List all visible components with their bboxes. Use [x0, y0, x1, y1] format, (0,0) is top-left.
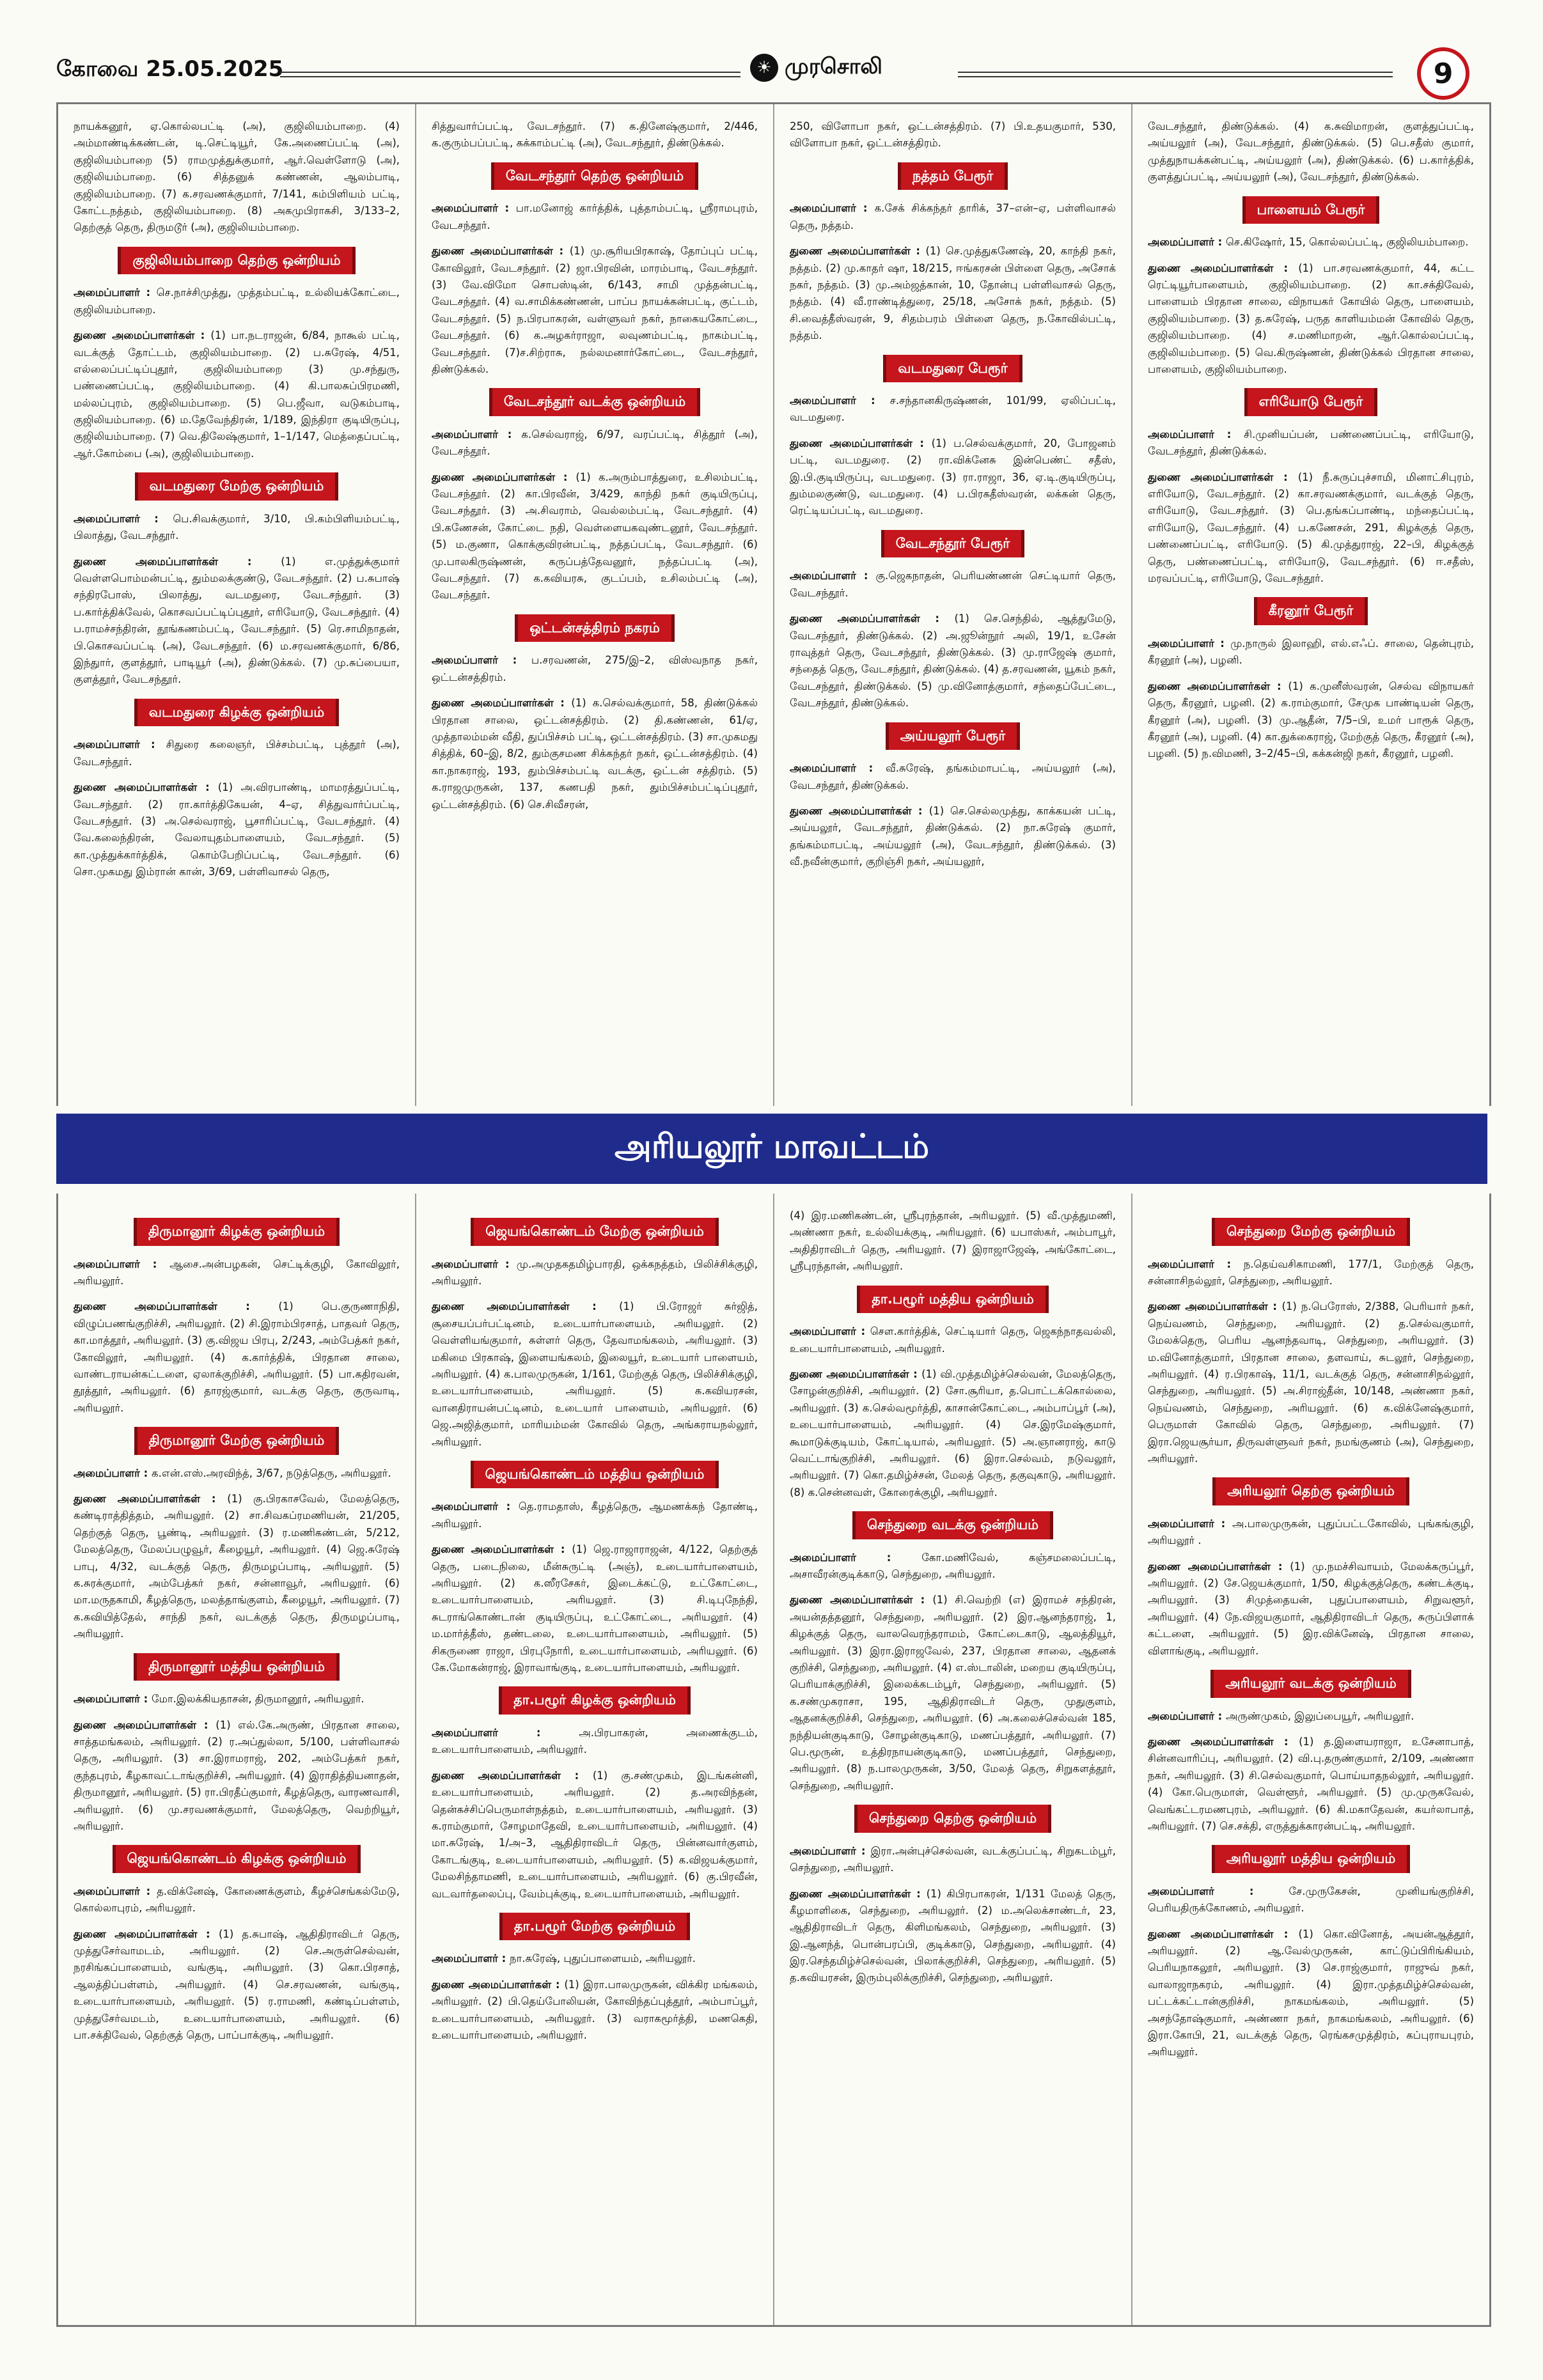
entry-role-label: அமைப்பாளர் : — [1148, 1517, 1233, 1530]
entry-role-label: அமைப்பாளர் : — [74, 738, 166, 751]
appointment-entry — [790, 1592, 1116, 1794]
appointment-entry — [74, 554, 400, 688]
appointment-entry — [432, 1256, 758, 1290]
entry-role-label: துணை அமைப்பாளர்கள் : — [74, 1493, 228, 1505]
entry-text: அ.பிரபாகரன், அணைக்குடம், உடையார்பாளையம், அரியலூர். — [432, 1726, 758, 1756]
appointment-entry — [74, 327, 400, 462]
entry-text: மு.அமுதகதமிழ்பாரதி, ஒக்கநத்தம், பிலிச்சிக்குழி, அரியலூர். — [432, 1257, 758, 1287]
appointment-entry — [1148, 1516, 1474, 1550]
appointment-entry — [432, 1950, 758, 1967]
entry-text: தெ.ராமதாஸ், கீழத்தெரு, ஆமணக்கந் தோண்டி, அரியலூர். — [432, 1500, 758, 1530]
section-heading: வேடசந்தூர் தெற்கு ஒன்றியம் — [491, 162, 698, 191]
entry-text: இரா.அன்புச்செல்வன், வடக்குப்பட்டி, சிறுகடம்பூர், செந்துறை, அரியலூர். — [790, 1844, 1116, 1874]
entry-role-label: அமைப்பாளர் : — [1148, 637, 1231, 649]
section-heading: திருமானூர் மேற்கு ஒன்றியம் — [134, 1427, 340, 1455]
entry-text: செள.கார்த்திக், செட்டியார் தெரு, ஜெகந்நாதவல்லி, உடையார்பாளையம், அரியலூர். — [790, 1325, 1116, 1355]
appointment-entry — [74, 1491, 400, 1643]
appointment-entry — [74, 1926, 400, 2044]
top-section — [56, 102, 1491, 1106]
entry-text: ப.சரவணன், 275/இ–2, விஸ்வநாத நகர், ஒட்டன்சத்திரம். — [432, 654, 758, 683]
appointment-entry — [74, 1256, 400, 1290]
header-rule-right — [958, 72, 1393, 77]
appointment-entry — [432, 118, 758, 152]
appointment-entry — [74, 118, 400, 237]
entry-role-label: துணை அமைப்பாளர்கள் : — [432, 1769, 593, 1782]
entry-role-label: துணை அமைப்பாளர்கள் : — [1148, 680, 1288, 692]
entry-role-label: அமைப்பாளர் : — [1148, 236, 1226, 249]
appointment-entry — [1148, 1256, 1474, 1290]
entry-role-label: துணை அமைப்பாளர்கள் : — [790, 245, 926, 258]
appointment-entry — [1148, 1734, 1474, 1835]
entry-role-label: துணை அமைப்பாளர்கள் : — [790, 1594, 933, 1606]
entry-text: செ.நாச்சிமுத்து, முத்தம்பட்டி, உல்லியக்கோட்டை, குஜிலியம்பாறை. — [74, 286, 400, 316]
appointment-entry — [432, 1298, 758, 1451]
appointment-entry — [432, 1541, 758, 1676]
entry-role-label: துணை அமைப்பாளர்கள் : — [790, 804, 929, 817]
appointment-entry — [790, 803, 1116, 871]
appointment-entry — [432, 1725, 758, 1759]
appointment-entry — [1148, 678, 1474, 763]
entry-role-label: அமைப்பாளர் : — [1148, 1257, 1244, 1270]
appointment-entry — [790, 611, 1116, 712]
entry-text: க.என்.எஸ்.அரவிந்த், 3/67, நடுத்தெரு, அரியலூர். — [152, 1466, 391, 1479]
appointment-entry — [790, 568, 1116, 602]
entry-role-label: அமைப்பாளர் : — [1148, 428, 1244, 440]
appointment-entry — [432, 1977, 758, 2044]
entry-text: 250, விளோபா நகர், ஒட்டன்சத்திரம். (7) பி.உதயகுமார், 530, விளோபா நகர், ஒட்டன்சத்திரம். — [790, 120, 1116, 150]
entry-text: (4) இர.மணிகண்டன், ஸ்ரீபுரந்தான், அரியலூர். (5) வீ.முத்துமணி, அண்ணா நகர், உல்லியக்குடி, அரியலூர். (6) யபாஸ்கர், அம்பாபூர், அதிதிராவிடர் தெரு, அரியலூர். (7) இராஜாஜேஷ், அங்கோட்டை, ஸ்ரீபுரந்தான், அரியலூர். — [790, 1209, 1116, 1273]
entry-text: கோ.மணிவேல், கஞ்சமலைப்பட்டி, அசாவீரன்குடிக்காடு, செந்துறை, அரியலூர். — [790, 1551, 1116, 1581]
entry-role-label: துணை அமைப்பாளர்கள் : — [432, 1300, 620, 1313]
entry-text: (1) எ.முத்துக்குமார் வெள்ளபொம்மன்பட்டி, தும்மலக்குண்டு, வேடசந்தூர். (2) ப.சுபாஷ் சந்திரபோஸ், பிலாத்து, வடமதுரை, வேடசந்தூர். (3) ப.கார்த்திக்வேல், கொசவப்பட்டிப்புதூர், எரியோடு, வேடசந்தூர். (4) ப.ராமச்சந்திரன், தூங்கணம்பட்டி, வேடசந்தூர். (5) ரெ.சாமிநாதன், பி.கொசவப்பட்டி (அ), வேடசந்தூர். (6) ம.சரவணக்குமார், 6/86, இந்துார், குளத்தூர், பாடியூர் (அ), திண்டுக்கல். (7) மு.சுப்பையா, குளத்தூர், வேடசந்தூர். — [74, 555, 400, 686]
entry-role-label: அமைப்பாளர் : — [1148, 1709, 1226, 1722]
appointment-entry — [74, 736, 400, 770]
appointment-entry — [790, 393, 1116, 426]
appointment-entry — [790, 760, 1116, 794]
entry-text: சித்துவார்ப்பட்டி, வேடசந்தூர். (7) க.தினேஷ்குமார், 2/446, க.குரும்பப்பட்டி, கக்காம்பட்டி (அ), வேடசந்தூர், திண்டுக்கல். — [432, 120, 758, 150]
entry-role-label: அமைப்பாளர் : — [432, 202, 516, 215]
appointment-entry — [74, 284, 400, 318]
entry-text: (1) பா.நடராஜன், 6/84, நாகூல் பட்டி, வடக்குத் தோட்டம், குஜிலியம்பாறை. (2) ப.சுரேஷ், 4/51, எல்லைப்பட்டிப்புதூர், குஜிலியம்பாறை (3) மு.சந்துரு, பண்ணைப்பட்டி, குஜிலியம்பாறை. (4) கி.பாலசுப்பிரமணி, மல்லப்புரம், குஜிலியம்பாறை. (5) பெ.ஜீவா, வடுகம்பாடி, குஜிலியம்பாறை. (6) ம.தேவேந்திரன், 1/189, இந்திரா குடியிருப்பு, குஜிலியம்பாறை. (7) வெ.திலேஷ்குமார், 1–1/147, மெத்தைப்பட்டி, ஆர்.கோம்பை (அ), குஜிலியம்பாறை. — [74, 329, 400, 460]
entry-role-label: துணை அமைப்பாளர்கள் : — [790, 437, 932, 449]
entry-text: க.சேக் சிக்கந்தர் தாரிக், 37–என்–ஏ, பள்ளிவாசல் தெரு, நத்தம். — [790, 202, 1116, 231]
entry-role-label: அமைப்பாளர் : — [432, 1726, 579, 1739]
entry-role-label: துணை அமைப்பாளர்கள் : — [74, 555, 281, 568]
section-heading: தா.பழூர் கிழக்கு ஒன்றியம் — [499, 1686, 691, 1715]
entry-text: மோ.இலக்கியதாசன், திருமானூர், அரியலூர். — [152, 1693, 364, 1706]
entry-text: (1) க.அரும்பாத்துரை, உசிலம்பட்டி, வேடசந்தூர். (2) கா.பிரவீன், 3/429, காந்தி நகர் குடியிருப்பு, வேடசந்தூர். (3) அ.சிவராம், வெல்லம்பட்டி, வேடசந்தூர். (4) பி.கணேசன், கோட்டை நதி, வெள்ளையகவுண்டனூர், வேடசந்தூர். (5) ம.குணா, கொக்குவிரன்பட்டி, நத்தப்பட்டி, வேடசந்தூர். (6) மு.பாலகிருஷ்ணன், கருப்பத்தேவனூர், நத்தப்பட்டி (அ), வேடசந்தூர். (7) க.கவியரசு, குடப்பம், உசிலம்பட்டி (அ), வேடசந்தூர். — [432, 471, 758, 602]
appointment-entry — [432, 1498, 758, 1532]
entry-role-label: அமைப்பாளர் : — [432, 1257, 517, 1270]
entry-text: சி.முனியப்பன், பண்ணைப்பட்டி, எரியோடு, வேடசந்தூர், திண்டுக்கல். — [1148, 428, 1474, 458]
section-heading: தா.பழூர் மத்திய ஒன்றியம் — [857, 1286, 1049, 1314]
appointment-entry — [74, 1691, 400, 1707]
entry-role-label: அமைப்பாளர் : — [790, 202, 875, 215]
entry-role-label: அமைப்பாளர் : — [790, 394, 890, 407]
column — [415, 104, 773, 1106]
section-heading: குஜிலியம்பாறை தெற்கு ஒன்றியம் — [118, 247, 355, 275]
entry-role-label: அமைப்பாளர் : — [432, 654, 531, 667]
entry-role-label: துணை அமைப்பாளர்கள் : — [432, 471, 576, 483]
entry-text: (1) பெ.குருணாநிதி, விழுப்பணங்குறிச்சி, அரியலூர். (2) சி.இராம்பிரசாத், பாதவர் தெரு, கா.மாத்தூர், அரியலூர். (3) கு.விஜய பிரபு, 2/243, அம்பேத்கர் நகர், கோவிலூர், அரியலூர். (4) க.கார்த்திக், பிரதான சாலை, வாண்டராயன்கட்டளை, ஏலாக்குறிச்சி, அரியலூர். (5) பா.கதிரவன், தூத்தூர், அரியலூர். (6) தாரஜ்குமார், வடக்கு தெரு, குருவாடி, அரியலூர். — [74, 1300, 400, 1414]
appointment-entry — [74, 1465, 400, 1482]
entry-role-label: அமைப்பாளர் : — [432, 1500, 519, 1513]
appointment-entry — [790, 200, 1116, 234]
entry-text: (1) செ.செந்தில், ஆத்துமேடு, வேடசந்தூர், திண்டுக்கல். (2) அ.ஜூன்நூர் அலி, 19/1, உசேன் ராவுத்தர் தெரு, வேடசந்தூர், திண்டுக்கல். (3) மு.ராஜேஷ் குமார், சந்தைத் தெரு, வேடசந்தூர், திண்டுக்கல். (4) த.சரவணன், யூகம் நகர், வேடசந்தூர், திண்டுக்கல். (5) மு.வினோத்குமார், சந்தைப்பேட்டை, வேடசந்தூர், திண்டுக்கல். — [790, 612, 1116, 710]
entry-role-label: துணை அமைப்பாளர்கள் : — [432, 1978, 565, 1991]
entry-role-label: துணை அமைப்பாளர்கள் : — [74, 1718, 216, 1731]
entry-role-label: அமைப்பாளர் : — [74, 1466, 152, 1479]
header-rule-left — [280, 72, 740, 77]
section-heading: வேடசந்தூர் வடக்கு ஒன்றியம் — [489, 388, 700, 416]
city-date: கோவை 25.05.2025 — [56, 56, 284, 82]
entry-role-label: துணை அமைப்பாளர்கள் : — [1148, 1300, 1282, 1313]
appointment-entry — [790, 435, 1116, 520]
entry-text: (1) செ.முத்துகணேஷ், 20, காந்தி நகர், நத்தம். (2) மு.காதர் ஷா, 18/215, ஈங்கரசன் பிள்ளை தெரு, அசோக் நகர், நத்தம். (3) மு.அம்ஜத்கான், 10, தோன்பு பள்ளிவாசல் தெரு, நத்தம். (4) வீ.ராண்டித்துரை, 25/18, அசோக் நகர், நத்தம். (5) சி.வைத்தீஸ்வரன், 9, சிதம்பரம் பிள்ளை தெரு, ந.கோவில்பட்டி, நத்தம். — [790, 245, 1116, 342]
entry-role-label: அமைப்பாளர் : — [790, 570, 876, 582]
entry-text: வேடசந்தூர், திண்டுக்கல். (4) க.சுவிமாறன், குளத்துப்பட்டி, அய்யலூர் (அ), வேடசந்தூர், திண்டுக்கல். (5) பெ.சதீஸ் குமார், முத்துநாயக்கன்பட்டி, அய்யலூர் (அ), திண்டுக்கல். (6) ப.கார்த்திக், குளத்துப்பட்டி, அய்யலூர் (அ), வேடசந்தூர், திண்டுக்கல். — [1148, 120, 1474, 183]
entry-role-label: துணை அமைப்பாளர்கள் : — [432, 697, 572, 710]
newspaper-logo — [750, 54, 882, 82]
section-heading: வடமதுரை பேரூர் — [883, 355, 1022, 383]
entry-text: நாயக்கனூர், ஏ.கொல்லபட்டி (அ), குஜிலியம்பாறை. (4) அம்மாண்டிக்கண்டன், டி.செட்டியூர், கே.அணைப்பட்டி (அ), குஜிலியம்பாறை (5) ராமமுத்துக்குமார், ஆர்.வெள்ளோடு (அ), குஜிலியம்பாறை. (6) சித்தனுக் கண்ணன், ஆலம்பாடி, குஜிலியம்பாறை. (7) க.சரவணக்குமார், 7/141, கம்பிளியம் பட்டி, கோட்டநத்தம், குஜிலியம்பாறை. (8) அகமுபிராகசி, 3/133–2, தெற்குத் தெரு, திருமடூர் (அ), குஜிலியம்பாறை. — [74, 120, 400, 234]
newspaper-name: முரசொலி — [785, 54, 882, 79]
entry-role-label: அமைப்பாளர் : — [432, 1952, 510, 1965]
appointment-entry — [432, 200, 758, 234]
entry-text: (1) நீ.சுருப்புச்சாமி, மினாட்சிபுரம், எரியோடு, வேடசந்தூர். (2) கா.சரவணக்குமார், வடக்குத் தெரு, எரியோடு, வேடசந்தூர். (3) பெ.தங்கப்பாண்டி, மந்தைப்பட்டி, எரியோடு, வேடசந்தூர். (4) ப.கணேசன், 291, கிழக்குத் தெரு, பண்ணைப்பட்டி, எரியோடு. (5) கி.முத்துராஜ், 22–பி, கிழக்குத் தெரு, பண்ணைப்பட்டி, எரியோடு, வேடசந்தூர். (6) ஈ.சதீஸ், மரவப்பட்டி, எரியோடு, வேடசந்தூர். — [1148, 471, 1475, 584]
appointment-entry — [74, 779, 400, 880]
column — [58, 1194, 415, 2325]
entry-role-label: துணை அமைப்பாளர்கள் : — [790, 612, 955, 625]
entry-text: (1) த.சுபாஷ், ஆதிதிராவிடர் தெரு, முத்துசேர்வாமடம், அரியலூர். (2) செ.அருள்செல்வன், நரசிங்கப்பாளையம், வங்குடி, அரியலூர். (3) கொ.பிரசாத், ஆலத்திப்பள்ளம், அரியலூர். (4) செ.சரவணன், வங்குடி, உடையார்பாளையம், அரியலூர். (5) ர.ராமணி, கண்டிப்பள்ளம், முத்துசேர்வமடம், உடையார்பாளையம், அரியலூர். (6) பா.சக்திவேல், தெற்குத் தெரு, பாப்பாக்குடி, அரியலூர். — [74, 1927, 400, 2042]
rising-sun-emblem-icon: ☀ — [750, 54, 778, 82]
section-heading: ஜெயங்கொண்டம் மத்திய ஒன்றியம் — [471, 1461, 719, 1489]
entry-text: (1) பா.சரவணக்குமார், 44, கட்ட ரெட்டியூர்பாளையம், குஜிலியம்பாறை. (2) கா.சக்திவேல், பாளையம் பிரதான சாலை, விநாயகர் கோயில் தெரு, பாளையம், குஜிலியம்பாறை. (3) த.சுரேஷ், பருத காளியம்மன் கோவில் தெரு, குஜிலியம்பாறை. (4) ச.மணிமாறன், ஆர்.கொல்லப்பட்டி, குஜிலியம்பாறை. (5) வெ.கிருஷ்ணன், திண்டுக்கல் பிரதான சாலை, பாளையம், குஜிலியம்பாறை. — [1148, 261, 1474, 375]
appointment-entry — [74, 511, 400, 545]
entry-text: (1) பி.ரோஜர் சுர்ஜித், சூசையப்பர்பட்டினம், உடையார்பாளையம், அரியலூர். (2) வெள்ளியங்குமார், சுள்ளர் தெரு, தேவாமங்கலம், அரியலூர். (3) மகிமை பிரகாஷ், இளையங்கலம், இலையூர், உடையார் பாளையம், அரியலூர். (4) க.பாலமுருகன், 1/161, மேற்குத் தெரு, பிலிச்சிக்குழி, உடையார்பாளையம், அரியலூர். (5) க.கவியரசன், வானதிராயன்பட்டினம், உடையார் பாளையம், அரியலூர். (6) ஜெ.அஜித்குமார், மாரியம்மன் கோவில் தெரு, அங்கராயநல்லூர், அரியலூர். — [432, 1300, 758, 1448]
appointment-entry — [1148, 118, 1474, 186]
entry-text: (1) சி.வெற்றி (எ) இராமச் சந்திரன், அயன்தத்தனூர், செந்துறை, அரியலூர். (2) இர.ஆனந்தராஜ், 1, கிழக்குத் தெரு, வாலவெரந்தராமம், கோட்டைகாடு, ஆலத்தியூர், அரியலூர். (3) இரா.இராஜவேல், 237, பிரதான சாலை, ஆதனக் குறிச்சி, செந்துறை, அரியலூர். (4) எ.ஸ்டாலின், மறைய குடியிருப்பு, பெரியாக்குறிச்சி, இலைக்கடம்பூர், செந்துறை, அரியலூர். (5) க.சண்முகராசா, 195, ஆதிதிராவிடர் தெரு, முதுகுளம், ஆதனக்குறிச்சி, செந்துறை, அரியலூர். (6) அ.கலைச்செல்வன் 185, நந்தியன்குடிகாடு, சோழன்குடிகாடு, மணப்பத்தூர், அரியலூர். (7) பெ.மூருன், உத்திரநாயன்குடிகாடு, மணப்பத்தூர், செந்துறை, அரியலூர். (8) ந.பாலமுருகன், 3/50, மேலத் தெரு, சிறுகளத்தூர், செந்துறை, அரியலூர். — [790, 1594, 1116, 1792]
section-heading: வடமதுரை மேற்கு ஒன்றியம் — [135, 472, 339, 501]
entry-text: (1) கு.பிரகாசவேல், மேலத்தெரு, கண்டிராத்தித்தம், அரியலூர். (2) சா.சிவகப்ரமணியன், 21/205, தெற்குத் தெரு, பூண்டி, அரியலூர். (3) ர.மணிகண்டன், 5/212, மேலத்தெரு, மேலப்பழுவூர், கீழையூர், அரியலூர். (4) ஜெ.சுரேஷ் பாபு, 4/32, வடக்குத் தெரு, திருமழப்பாடி, அரியலூர். (5) க.சுரக்குமார், அம்பேத்கர் நகர், சன்னாவூர், அரியலூர். (6) மா.மருதகாமி, கீழத்தெரு, மலத்தாங்குளம், கீழையூர், அரியலூர். (7) க.கவியித்தேல், சாந்தி நகர், வடக்குத் தெரு, திருமழப்பாடி, அரியலூர். — [74, 1493, 400, 1640]
entry-role-label: துணை அமைப்பாளர்கள் : — [432, 1543, 572, 1556]
entry-text: (1) க.செல்வக்குமார், 58, திண்டுக்கல் பிரதான சாலை, ஒட்டன்சத்திரம். (2) தி.கண்ணன், 61/ஏ, முத்தாலம்மன் வீதி, துப்பிச்சம் பட்டி, ஒட்டன்சத்திரம். (3) சா.முகமது சித்திக், 60–இ, 8/2, தும்குசமண சிக்கந்தர் நகர், ஒட்டன்சத்திரம். (4) கா.நாகராஜ், 193, தும்பிச்சம்பட்டி வடக்கு, ஒட்டன் சத்திரம். (5) க.ராஜமுருகன், 137, கணபதி நகர், தும்பிச்சம்பட்டிப்புதூர், ஒட்டன்சத்திரம். (6) செ.சிவீசரன், — [432, 697, 758, 811]
entry-role-label: அமைப்பாளர் : — [432, 428, 522, 440]
column — [773, 1194, 1131, 2325]
entry-text: அ.பாலமுருகன், புதுப்பட்டகோவில், புங்கங்குழி, அரியலூர் . — [1148, 1517, 1474, 1547]
appointment-entry — [1148, 260, 1474, 378]
entry-text: செ.கிஷோர், 15, கொல்லப்பட்டி, குஜிலியம்பாறை. — [1226, 236, 1469, 249]
entry-text: ந.தெய்வசிகாமணி, 177/1, மேற்குத் தெரு, சன்னாசிநல்லூர், செந்துறை, அரியலூர். — [1148, 1257, 1474, 1287]
entry-text: ஆசை.அன்பழகன், செட்டிக்குழி, கோவிலூர், அரியலூர். — [74, 1257, 400, 1287]
entry-text: சிதுரை கலைஞர், பிச்சம்பட்டி, புத்தூர் (அ), வேடசந்தூர். — [74, 738, 400, 768]
section-heading: வடமதுரை கிழக்கு ஒன்றியம் — [134, 699, 339, 727]
appointment-entry — [1148, 1708, 1474, 1725]
section-heading: கீரனூர் பேரூர் — [1254, 597, 1368, 625]
entry-role-label: அமைப்பாளர் : — [790, 1551, 922, 1564]
appointment-entry — [1148, 1298, 1474, 1467]
section-heading: எரியோடு பேரூர் — [1244, 388, 1378, 416]
appointment-entry — [790, 118, 1116, 152]
entry-text: கு.ஜெகநாதன், பெரியண்ணன் செட்டியார் தெரு, வேடசந்தூர். — [790, 570, 1116, 599]
entry-role-label: துணை அமைப்பாளர்கள் : — [74, 1300, 279, 1313]
section-heading: செந்துறை மேற்கு ஒன்றியம் — [1212, 1218, 1410, 1246]
entry-role-label: துணை அமைப்பாளர்கள் : — [1148, 1927, 1299, 1940]
entry-role-label: துணை அமைப்பாளர்கள் : — [790, 1887, 927, 1900]
appointment-entry — [1148, 1559, 1474, 1660]
section-heading: ஒட்டன்சத்திரம் நகரம் — [515, 614, 675, 642]
appointment-entry — [1148, 234, 1474, 251]
section-heading: செந்துறை வடக்கு ஒன்றியம் — [852, 1511, 1053, 1539]
entry-text: ச.சந்தானகிருஷ்ணன், 101/99, ஏலிப்பட்டி, வடமதுரை. — [790, 394, 1116, 424]
entry-text: (1) எல்.கே.அருண், பிரதான சாலை, சாத்தமங்கலம், அரியலூர். (2) ர.அப்துல்லா, 5/100, பள்ளிவாசல் தெரு, அரியலூர். (3) சா.இராமராஜ், 202, அம்பேத்கர் நகர், குந்தபுரம், கீழகாவட்டாங்குறிச்சி, அரியலூர். (4) இராதித்தியனாதன், திருமானூர், அரியலூர். (5) ரா.பிரதீப்குமார், கீழத்தெரு, வாரணவாசி, அரியலூர். (6) மு.சரவணக்குமார், மேலத்தெரு, வெற்றியூர், அரியலூர். — [74, 1718, 400, 1832]
section-heading: அரியலூர் தெற்கு ஒன்றியம் — [1212, 1477, 1409, 1505]
entry-text: (1) ஜெ.ராஜாராஜன், 4/122, தெற்குத் தெரு, படைநிலை, மீன்சுருட்டி (அஞ்), உடையார்பாளையம், அரியலூர். (2) க.ஸீரசேகர், இடைக்கட்டு, உட்கோட்டை, உடையார்பாளையம், அரியலூர். (3) சி.டிபுநேந்தி, சுடராங்கொண்டான் குடியிருப்பு, உட்கோட்டை, அரியலூர். (4) ம.மார்த்தீஸ், தண்டலை, உடையார்பாளையம், அரியலூர். (5) சிகருணை ராஜா, பிரபுநோரி, உடையார்பாளையம், அரியலூர். (6) கே.மோகன்ராஜ், இராவாங்குடி, உடையார்பாளையம், அரியலூர். — [432, 1543, 758, 1674]
column — [415, 1194, 773, 2325]
column — [1131, 104, 1489, 1106]
appointment-entry — [790, 1366, 1116, 1501]
masthead — [56, 50, 1469, 95]
appointment-entry — [790, 1843, 1116, 1877]
entry-role-label: துணை அமைப்பாளர்கள் : — [74, 329, 211, 342]
entry-text: (1) க.முனீஸ்வரன், செல்வ விநாயகர் தெரு, கீரனூர், பழனி. (2) க.ராம்குமார், சேமுக பாண்டியன் தெரு, கீரனூர் (அ), பழனி. (3) மு.ஆதீன், 7/5–பி, உமர் பாரூக் தெரு, கீரனூர் (அ), பழனி. (4) கா.துக்கைராஜ், மேற்குத் தெரு, கீரனூர் (அ), பழனி. (5) ந.விமணி, 3–2/45–பி, கக்கன்ஜி நகர், கீரனூர், பழனி. — [1148, 680, 1475, 760]
entry-role-label: அமைப்பாளர் : — [74, 512, 173, 525]
section-heading: தா.பழூர் மேற்கு ஒன்றியம் — [499, 1913, 690, 1941]
entry-role-label: துணை அமைப்பாளர்கள் : — [74, 781, 218, 794]
appointment-entry — [790, 243, 1116, 344]
entry-role-label: அமைப்பாளர் : — [74, 286, 157, 299]
section-heading: வேடசந்தூர் பேரூர் — [881, 530, 1024, 558]
entry-role-label: துணை அமைப்பாளர்கள் : — [1148, 471, 1298, 483]
appointment-entry — [74, 1717, 400, 1835]
section-heading: ஜெயங்கொண்டம் கிழக்கு ஒன்றியம் — [113, 1845, 361, 1873]
entry-role-label: அமைப்பாளர் : — [1148, 1885, 1289, 1897]
appointment-entry — [432, 652, 758, 686]
section-heading: திருமானூர் மத்திய ஒன்றியம் — [134, 1653, 340, 1681]
entry-text: (1) வி.முத்தமிழ்ச்செல்வன், மேலத்தெரு, சோழன்குறிச்சி, அரியலூர். (2) சோ.சூரியா, த.பொட்டக்கொல்லை, அரியலூர். (3) க.செல்வமூர்த்தி, காசான்கோட்டை, அம்பாப்பூர் (அ), உடையார்பாளையம், அரியலூர். (4) செ.இரமேஷ்குமார், கூமாடுக்குடியம், கோட்டியால், அரியலூர். (5) அ.ஞானராஜ், காடு வெட்டாங்குறிச்சி, அரியலூர். (6) இரா.செல்வம், நடுவலூர், அரியலூர். (7) கொ.தமிழ்ச்சன், மேலத் தெரு, தகுவுகாடு, அரியலூர். (8) க.சென்னவள், கோரைக்குழி, அரியலூர். — [790, 1367, 1116, 1498]
appointment-entry — [790, 1323, 1116, 1357]
appointment-entry — [790, 1550, 1116, 1583]
entry-role-label: துணை அமைப்பாளர்கள் : — [1148, 261, 1299, 274]
entry-text: (1) கொ.வினோத், அயன்ஆத்தூர், அரியலூர். (2) ஆ.வேல்முருகன், காட்டுப்பிரிங்கியம், பெரியநாகலூர், அரியலூர். (3) செ.ராஜ்குமார், ராஜுவ் நகர், வாலாஜாநகரம், அரியலூர். (4) இரா.முத்தமிழ்ச்செல்வன், பட்டக்கட்டான்குறிச்சி, நாகமங்கலம், அரியலூர். (5) அசந்தோஷ்குமார், அண்ணா நகர், நாகமங்கலம், அரியலூர். (6) இரா.கோபி, 21, வடக்குத் தெரு, ரெங்கசமுத்திரம், கப்புராயபுரம், அரியலூர். — [1148, 1927, 1474, 2058]
entry-text: (1) ப.செல்வக்குமார், 20, போஜனம் பட்டி, வடமதுரை. (2) ரா.விக்னேசு இன்பெண்ட் சதீஸ், இ.பி.குடியிருப்பு, வடமதுரை. (3) ரா.ராஜா, 36, ஏ.டி.குடியிருப்பு, தும்மலகுண்டு, வடமதுரை. (4) ப.பிரகதீஸ்வரன், லக்கன் தெரு, ரெட்டியப்பட்டி, வடமதுரை. — [790, 437, 1116, 517]
entry-text: த.விக்னேஷ், கோணைக்குளம், கீழச்செங்கல்மேடு, கொல்லாபுரம், அரியலூர். — [74, 1885, 400, 1915]
bottom-section — [56, 1194, 1491, 2327]
section-heading: நத்தம் பேரூர் — [898, 162, 1008, 191]
entry-text: (1) இரா.பாலமுருகன், விக்கிர மங்கலம், அரியலூர். (2) பி.தெய்போலியன், கோவிந்தப்புத்தூர், அம்பாப்பூர், உடையார்பாளையம், அரியலூர். (3) வராகமூர்த்தி, மணகெதி, உடையார்பாளையம், அரியலூர். — [432, 1978, 758, 2042]
entry-role-label: அமைப்பாளர் : — [74, 1885, 157, 1897]
appointment-entry — [74, 1298, 400, 1417]
section-heading: பாளையம் பேரூர் — [1242, 196, 1380, 224]
entry-text: க.செல்வராஜ், 6/97, வரப்பட்டி, சித்தூர் (அ), வேடசந்தூர். — [432, 428, 758, 458]
entry-role-label: துணை அமைப்பாளர்கள் : — [790, 1367, 922, 1380]
entry-text: பா.மனோஜ் கார்த்திக், புத்தாம்பட்டி, ஸ்ரீராமபுரம், வேடசந்தூர். — [432, 202, 758, 231]
entry-text: (1) ந.பெரோஸ், 2/388, பெரியார் நகர், நெய்வணம், செந்துறை, அரியலூர். (2) த.செல்வகுமார், மேலக்தெரு, பெரிய ஆனந்தவாடி, செந்துறை, அரியலூர். (3) ம.வினோத்குமார், பிரதான சாலை, தளவாய், சுடலூர், செந்துறை, அரியலூர். (4) ர.பிரகாஷ், 11/1, வடக்குத் தெரு, சன்னாசிநல்லூர், செந்துறை, அரியலூர். (5) அ.சிராஜ்தீன், 10/148, அண்ணா நகர், நெய்வணம், செந்துறை, அரியலூர். (6) க.விக்னேஷ்குமார், பெருமாள் கோவில் தெரு, செந்துறை, அரியலூர். (7) இரா.ஜெயசூர்யா, திருவள்ளுவர் நகர், நமங்குணம் (அ), செந்துறை, அரியலூர். — [1148, 1300, 1474, 1465]
section-heading: அரியலூர் மத்திய ஒன்றியம் — [1212, 1845, 1410, 1873]
column — [773, 104, 1131, 1106]
entry-role-label: அமைப்பாளர் : — [790, 1844, 871, 1857]
entry-text: நா.சுரேஷ், புதுப்பாளையம், அரியலூர். — [510, 1952, 696, 1965]
appointment-entry — [1148, 469, 1474, 587]
entry-text: (1) அ.விரபாண்டி, மாமரத்துப்பட்டி, வேடசந்தூர். (2) ரா.கார்த்திகேயன், 4–ஏ, சித்துவார்ப்பட்டி, வேடசந்தூர். (3) அ.செல்வராஜ், பூசாரிப்பட்டி, வேடசந்தூர். (4) வே.கலைந்திரன், வேலாயுதம்பாளையம், வேடசந்தூர். (5) கா.முத்துக்கார்த்திக், கொம்பேறிப்பட்டி, வேடசந்தூர். (6) சொ.முகமது இம்ரான் கான், 3/69, பள்ளிவாசல் தெரு, — [74, 781, 400, 878]
appointment-entry — [432, 1768, 758, 1902]
appointment-entry — [432, 243, 758, 378]
entry-role-label: துணை அமைப்பாளர்கள் : — [1148, 1735, 1299, 1748]
appointment-entry — [432, 695, 758, 813]
entry-role-label: அமைப்பாளர் : — [74, 1257, 170, 1270]
appointment-entry — [432, 426, 758, 460]
section-heading: அரியலூர் வடக்கு ஒன்றியம் — [1210, 1670, 1411, 1698]
appointment-entry — [1148, 426, 1474, 460]
section-heading: திருமானூர் கிழக்கு ஒன்றியம் — [134, 1218, 340, 1246]
entry-role-label: துணை அமைப்பாளர்கள் : — [432, 245, 570, 258]
entry-text: (1) கிபிரபாகரன், 1/131 மேலத் தெரு, கீழமாளிகை, செந்துறை, அரியலூர். (2) ம.அலெக்சாண்டர், 23, ஆதிதிராவிடர் தெரு, கிளிமங்கலம், செந்துறை, அரியலூர். (3) இ.ஆனந்த், பொன்பரப்பி, குடிக்காடு, செந்துறை, அரியலூர். (4) இர.செந்தமிழ்ச்செல்வன், பிலாக்குறிச்சி, செந்துறை, அரியலூர். (5) த.கவியரசன், இரும்புலிக்குறிச்சி, செந்துறை, அரியலூர். — [790, 1887, 1116, 1984]
appointment-entry — [1148, 1926, 1474, 2061]
column — [1131, 1194, 1489, 2325]
entry-text: அருண்முகம், இலுப்பையூர், அரியலூர். — [1226, 1709, 1414, 1722]
entry-role-label: துணை அமைப்பாளர்கள் : — [1148, 1560, 1290, 1573]
appointment-entry — [1148, 635, 1474, 669]
entry-role-label: அமைப்பாளர் : — [790, 1325, 870, 1338]
section-heading: ஜெயங்கொண்டம் மேற்கு ஒன்றியம் — [471, 1218, 719, 1246]
entry-text: (1) மு.சூரியபிரகாஷ், தோப்புப் பட்டி, கோவிலூர், வேடசந்தூர். (2) ஜா.பிரவின், மாரம்பாடி, வேடசந்தூர். (3) வே.விமோ சொபஸ்டின், 6/143, சாமி முத்தன்பட்டி, வேடசந்தூர். (4) வ.சாமிக்கண்ணன், பாப்ப நாயக்கன்பட்டி, குட்டம், வேடசந்தூர். (5) ந.பிரபாகரன், வள்ளுவர் நகர், நாகையகோட்டை, வேடசந்தூர். (6) க.அழகர்ராஜா, லவுணம்பட்டி, நாகம்பட்டி, வேடசந்தூர். (7)ச.சிற்ராசு, நல்லமனார்கோட்டை, வேடசந்தூர், திண்டுக்கல். — [432, 245, 758, 375]
entry-text: மு.நாருல் இலாஹி, எல்.எஃப். சாலை, தென்புரம், கீரனூர் (அ), பழனி. — [1148, 637, 1474, 667]
appointment-entry — [432, 469, 758, 604]
appointment-entry — [790, 1208, 1116, 1275]
entry-text: வீ.சுரேஷ், தங்கம்மாபட்டி, அய்யலூர் (அ), வேடசந்தூர், திண்டுக்கல். — [790, 762, 1116, 791]
entry-text: (1) மு.நமச்சிவாயம், மேலக்கருப்பூர், அரியலூர். (2) சே.ஜெயக்குமார், 1/50, கிழக்குத்தெரு, கண்டக்குடி, அரியலூர். (3) சிமுத்தையன், புதுப்பாளையம், சிறுவளூர், அரியலூர். (4) நே.விஜயகுமார், ஆதிதிராவிடர் தெரு, சுருப்பிளாக் கட்டளை, அரியலூர். (5) இர.விக்னேஷ், பிரதான சாலை, விளாங்குடி, அரியலூர். — [1148, 1560, 1475, 1657]
appointment-entry — [790, 1886, 1116, 1987]
entry-text: பெ.சிவக்குமார், 3/10, பி.கம்பிளியம்பட்டி, பிலாத்து, வேடசந்தூர். — [74, 512, 400, 542]
entry-text: (1) த.இளையராஜா, உசேனாபாத், சின்னவாரிப்பு, அரியலூர். (2) வி.பு.தருண்குமார், 2/109, அண்ணா நகர், அரியலூர். (3) சி.செல்வகுமார், பொய்யாதநல்லூர், அரியலூர். (4) கோ.பெருமாள், வெள்ளூர், அரியலூர். (5) மு.முருகவேல், வெங்கட்டரமணபுரம், அரியலூர். (6) கி.மகாதேவன், கயர்லாபாத், அரியலூர். (7) செ.சக்தி, எருத்துக்காரன்பட்டி, அரியலூர். — [1148, 1735, 1475, 1832]
entry-text: சே.முருகேசன், முனியங்குறிச்சி, பெரியதிருக்கோணம், அரியலூர். — [1148, 1885, 1474, 1915]
appointment-entry — [74, 1883, 400, 1917]
entry-role-label: அமைப்பாளர் : — [790, 762, 886, 775]
section-heading: செந்துறை தெற்கு ஒன்றியம் — [854, 1805, 1051, 1833]
entry-role-label: துணை அமைப்பாளர்கள் : — [74, 1927, 219, 1940]
entry-text: (1) செ.செல்லமுத்து, காக்கயன் பட்டி, அய்யலூர், வேடசந்தூர், திண்டுக்கல். (2) நா.சுரேஷ் குமார், தங்கம்மாபட்டி, அய்யலூர் (அ), வேடசந்தூர், திண்டுக்கல். (3) வீ.நவீன்குமார், குறிஞ்சி நகர், அய்யலூர், — [790, 804, 1116, 868]
appointment-entry — [1148, 1883, 1474, 1917]
entry-text: (1) கு.சண்முகம், இடங்கன்னி, உடையார்பாளையம், அரியலூர். (2) த.அரவிந்தன், தென்கச்சிப்பெருமாள்நத்தம், உடையார்பாளையம், அரியலூர். (3) க.ராம்குமார், சோழமாதேவி, உடையார்பாளையம், அரியலூர். (4) மா.சுரேஷ், 1/அ–3, ஆதிதிராவிடர் தெரு, பின்னவார்குளம், கோடங்குடி, உடையார்பாளையம், அரியலூர். (5) க.விஜயக்குமார், மேலசிந்தாமணி, உடையார்பாளையம், அரியலூர். (6) கு.பிரவீன், வடவார்தலைப்பு, வேம்புக்குடி, உடையார்பாளையம், அரியலூர். — [432, 1769, 758, 1900]
district-banner: அரியலூர் மாவட்டம் — [56, 1114, 1487, 1184]
entry-role-label: அமைப்பாளர் : — [74, 1693, 152, 1706]
page-number: 9 — [1417, 47, 1469, 100]
column — [58, 104, 415, 1106]
section-heading: அய்யலூர் பேரூர் — [886, 722, 1021, 751]
